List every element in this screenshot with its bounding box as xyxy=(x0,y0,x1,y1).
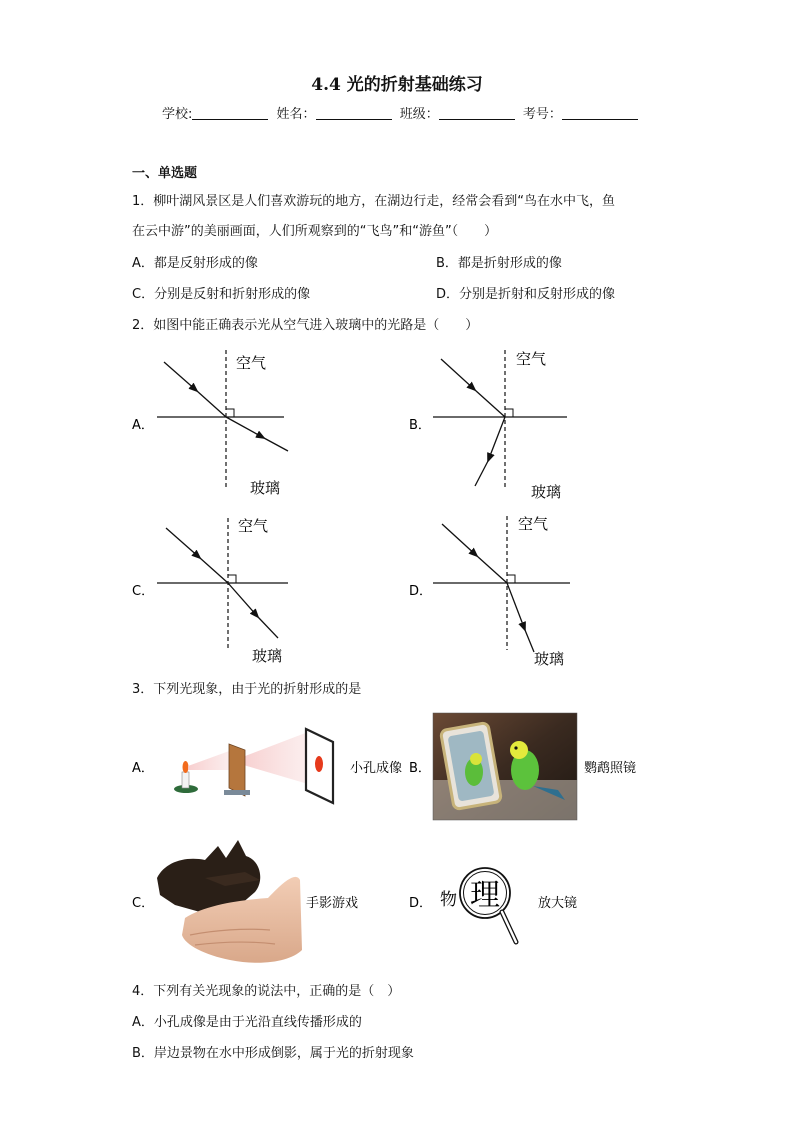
name-label: 姓名： xyxy=(276,107,316,122)
air-label: 空气 xyxy=(236,354,267,372)
glass-label: 玻璃 xyxy=(252,647,283,665)
q1-stem-line1: 1．柳叶湖风景区是人们喜欢游玩的地方，在湖边行走，经常会看到“鸟在水中飞，鱼 xyxy=(132,194,616,209)
air-label: 空气 xyxy=(238,517,269,535)
q3-option-d-letter: D． xyxy=(409,896,433,911)
reflected-parrot-head xyxy=(470,753,482,765)
hand-shadow-image xyxy=(132,840,302,963)
q2-option-a-letter: A． xyxy=(132,418,154,433)
inverted-image-icon xyxy=(315,756,323,772)
board-stand xyxy=(224,790,250,795)
pinhole-board xyxy=(229,744,245,796)
q1-option-d: D．分别是折射和反射形成的像 xyxy=(436,287,616,302)
q3-caption-c: 手影游戏 xyxy=(306,896,359,911)
light-beam xyxy=(240,732,308,784)
q1-stem-line2: 在云中游”的美丽画面，人们所观察到的“飞鸟”和“游鱼”（ ） xyxy=(132,224,498,239)
q3-stem: 3．下列光现象，由于光的折射形成的是 xyxy=(132,682,362,697)
magnifier-image xyxy=(409,868,516,942)
parrot-mirror-photo xyxy=(409,713,577,820)
parrot-head xyxy=(510,741,528,759)
q3-option-a-letter: A． xyxy=(132,761,154,776)
pinhole-imaging-image xyxy=(132,729,333,803)
q1-option-b: B．都是折射形成的像 xyxy=(436,256,562,271)
magnifier-small-char: 物 xyxy=(440,890,457,910)
school-label: 学校: xyxy=(162,107,193,122)
exam-number-label: 考号： xyxy=(522,107,562,122)
q4-stem: 4．下列有关光现象的说法中，正确的是（ ） xyxy=(132,984,401,999)
flame-icon xyxy=(183,761,189,773)
page-title: 4.4 光的折射基础练习 xyxy=(311,75,483,95)
q3-caption-b: 鹦鹉照镜 xyxy=(584,761,637,776)
q1-option-c: C．分别是反射和折射形成的像 xyxy=(132,287,311,302)
q3-option-b-letter: B． xyxy=(409,761,431,776)
glass-label: 玻璃 xyxy=(250,479,281,497)
q2-option-b-letter: B． xyxy=(409,418,431,433)
section-heading: 一、单选题 xyxy=(132,166,198,181)
q3-caption-d: 放大镜 xyxy=(538,896,578,911)
q4-option-b: B．岸边景物在水中形成倒影，属于光的折射现象 xyxy=(132,1046,414,1061)
glass-label: 玻璃 xyxy=(531,483,562,501)
magnifier-handle-highlight xyxy=(502,912,516,942)
q1-option-a: A．都是反射形成的像 xyxy=(132,256,258,271)
glass-label: 玻璃 xyxy=(534,650,565,668)
q2-option-c-letter: C． xyxy=(132,584,155,599)
q3-option-c-letter: C． xyxy=(132,896,155,911)
q2-option-d-letter: D． xyxy=(409,584,433,599)
light-beam xyxy=(188,750,232,770)
q4-option-a: A．小孔成像是由于光沿直线传播形成的 xyxy=(132,1015,362,1030)
q2-stem: 2．如图中能正确表示光从空气进入玻璃中的光路是（ ） xyxy=(132,318,479,333)
air-label: 空气 xyxy=(518,515,549,533)
candle-icon xyxy=(182,772,189,788)
class-label: 班级： xyxy=(399,107,439,122)
q3-caption-a: 小孔成像 xyxy=(350,761,403,776)
parrot-eye xyxy=(514,746,517,749)
magnified-char: 理 xyxy=(470,878,500,913)
air-label: 空气 xyxy=(516,350,547,368)
